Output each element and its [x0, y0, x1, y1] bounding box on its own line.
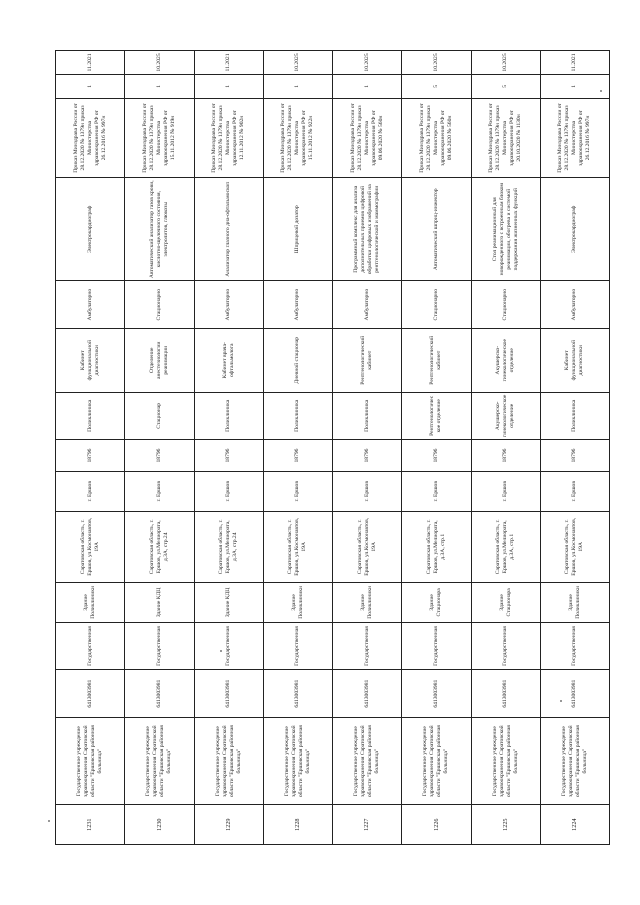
cell-org: Государственное учреждение здравоохранения Саратовской области "Ершовская районная больница": [194, 717, 263, 804]
registry-record-1230: [125, 51, 194, 845]
cell-unit: Поликлиника: [333, 392, 402, 440]
cell-building: Здание Поликлиники: [56, 583, 125, 623]
cell-inn: 6413003981: [263, 670, 332, 718]
cell-room: Кабинет врача-офтальмолога: [194, 329, 263, 393]
cell-city: г. Ершов: [125, 471, 194, 511]
scan-speck: [220, 650, 222, 652]
cell-ownership: Государственная: [56, 622, 125, 670]
cell-city: г. Ершов: [56, 471, 125, 511]
cell-equipment: Стол реанимационный для новорожденного с встроенным блоком реанимации, обогрева и системой поддержания жизненных функций: [471, 178, 540, 281]
cell-care: Амбулаторно: [56, 281, 125, 329]
cell-id: 1227: [333, 805, 402, 845]
cell-inn: 6413003981: [125, 670, 194, 718]
cell-room: Дневной стационар: [263, 329, 332, 393]
cell-postcode: 18796: [540, 440, 609, 472]
cell-care: Стационарно: [471, 281, 540, 329]
cell-equipment: Программный комплекс для анализа дополнительных приемов цифровой обработки цифровых изображений на рентгенологической и маммографии: [333, 178, 402, 281]
cell-equipment: Электрокардиограф: [540, 178, 609, 281]
cell-qty: 1: [333, 74, 402, 98]
cell-postcode: 18796: [471, 440, 540, 472]
scan-speck: [560, 700, 562, 702]
cell-org: Государственное учреждение здравоохранения Саратовской области "Ершовская районная больница": [333, 717, 402, 804]
cell-address: Саратовская область, г. Ершов, ул.Мелиората, д.3А, стр.1: [402, 511, 471, 582]
cell-qty: 1: [263, 74, 332, 98]
cell-unit: Поликлиника: [263, 392, 332, 440]
cell-ownership: Государственная: [333, 622, 402, 670]
cell-building: Здание Стационара: [471, 583, 540, 623]
cell-postcode: 18796: [402, 440, 471, 472]
cell-id: 1226: [402, 805, 471, 845]
cell-postcode: 18796: [56, 440, 125, 472]
registry-record-1225: [471, 51, 540, 845]
cell-date: 10.2025: [333, 51, 402, 75]
cell-ownership: Государственная: [125, 622, 194, 670]
cell-id: 1225: [471, 805, 540, 845]
cell-inn: 6413003981: [56, 670, 125, 718]
cell-care: Амбулаторно: [540, 281, 609, 329]
cell-org: Государственное учреждение здравоохранения Саратовской области "Ершовская районная больница": [263, 717, 332, 804]
cell-room: Кабинет функциональной диагностики: [56, 329, 125, 393]
cell-city: г. Ершов: [194, 471, 263, 511]
cell-inn: 6413003981: [402, 670, 471, 718]
cell-room: Рентгенологический кабинет: [402, 329, 471, 393]
cell-order: Приказ Минздрава России от 28.12.2020 № 1379н приказ Министерства здравоохранения РФ от 15.11.2012 № 922н: [263, 98, 332, 177]
cell-qty: 1: [56, 74, 125, 98]
cell-unit: Поликлиника: [194, 392, 263, 440]
cell-org: Государственное учреждение здравоохранения Саратовской области "Ершовская районная больница": [56, 717, 125, 804]
cell-date: 10.2025: [263, 51, 332, 75]
cell-date: 11.2021: [194, 51, 263, 75]
registry-record-1227: [333, 51, 402, 845]
registry-record-1231: [56, 51, 125, 845]
cell-unit: Стационар: [125, 392, 194, 440]
cell-inn: 6413003981: [194, 670, 263, 718]
cell-building: Здание Поликлиники: [263, 583, 332, 623]
cell-city: г. Ершов: [263, 471, 332, 511]
cell-care: Стационарно: [125, 281, 194, 329]
cell-equipment: Электрокардиограф: [56, 178, 125, 281]
cell-inn: 6413003981: [471, 670, 540, 718]
cell-ownership: Государственная: [402, 622, 471, 670]
cell-ownership: Государственная: [540, 622, 609, 670]
cell-city: г. Ершов: [471, 471, 540, 511]
cell-unit: Поликлиника: [540, 392, 609, 440]
cell-unit: Поликлиника: [56, 392, 125, 440]
cell-date: 11.2021: [56, 51, 125, 75]
scan-speck: [600, 90, 602, 92]
cell-care: Амбулаторно: [194, 281, 263, 329]
cell-address: Саратовская область, г. Ершов, ул.Мелиората, д.3А, стр.24: [125, 511, 194, 582]
cell-care: Амбулаторно: [263, 281, 332, 329]
cell-postcode: 18796: [263, 440, 332, 472]
cell-order: Приказ Минздрава России от 28.12.2020 № 1379н приказ Министерства здравоохранения РФ от 12.11.2012 № 902н: [194, 98, 263, 177]
cell-ownership: Государственная: [194, 622, 263, 670]
cell-org: Государственное учреждение здравоохранения Саратовской области "Ершовская районная больница": [540, 717, 609, 804]
cell-order: Приказ Минздрава России от 28.12.2020 № 1379н приказ Министерства здравоохранения РФ от 20.10.2020 № 1130н: [471, 98, 540, 177]
cell-room: Акушерско-гинекологическое отделение: [471, 329, 540, 393]
cell-date: 11.2021: [540, 51, 609, 75]
cell-inn: 6413003981: [333, 670, 402, 718]
cell-equipment: Анализатор глазного дна-офтальмоскоп: [194, 178, 263, 281]
cell-address: Саратовская область, г. Ершов, ул.Космонавтов, 19А: [540, 511, 609, 582]
cell-address: Саратовская область, г. Ершов, ул.Космонавтов, 19А: [263, 511, 332, 582]
cell-city: г. Ершов: [402, 471, 471, 511]
cell-building: Здание КДЦ: [194, 583, 263, 623]
cell-org: Государственное учреждение здравоохранения Саратовской области "Ершовская районная больница": [471, 717, 540, 804]
cell-building: Здание Поликлиники: [540, 583, 609, 623]
cell-order: Приказ Минздрава России от 28.12.2020 № 1379н приказ Министерства здравоохранения РФ от 26.12.2016 № 997н: [56, 98, 125, 177]
cell-room: Рентгенологический кабинет: [333, 329, 402, 393]
cell-room: Отделение анестезиологии реанимации: [125, 329, 194, 393]
cell-equipment: Автоматический шприц-инжектор: [402, 178, 471, 281]
registry-record-1224: [540, 51, 609, 845]
cell-building: Здание КДЦ: [125, 583, 194, 623]
cell-org: Государственное учреждение здравоохранения Саратовской области "Ершовская районная больница": [125, 717, 194, 804]
registry-record-1229: [194, 51, 263, 845]
cell-ownership: Государственная: [263, 622, 332, 670]
cell-date: 10.2025: [471, 51, 540, 75]
cell-postcode: 18796: [125, 440, 194, 472]
registry-record-1226: [402, 51, 471, 845]
cell-ownership: Государственная: [471, 622, 540, 670]
cell-equipment: Автоматический анализатор газов крови, кислотно-щелочного состояния, электролитов, глюкозы: [125, 178, 194, 281]
cell-date: 10.2025: [402, 51, 471, 75]
cell-building: Здание Поликлиники: [333, 583, 402, 623]
cell-care: Амбулаторно: [333, 281, 402, 329]
cell-qty: 1: [125, 74, 194, 98]
scan-speck: [48, 820, 50, 822]
cell-qty: 5: [471, 74, 540, 98]
cell-id: 1230: [125, 805, 194, 845]
equipment-registry-table: [55, 50, 610, 845]
cell-order: Приказ Минздрава России от 28.12.2020 № 1379н приказ Министерства здравоохранения РФ от 09.06.2020 № 560н: [402, 98, 471, 177]
cell-city: г. Ершов: [333, 471, 402, 511]
cell-city: г. Ершов: [540, 471, 609, 511]
cell-id: 1231: [56, 805, 125, 845]
cell-order: Приказ Минздрава России от 28.12.2020 № 1379н приказ Министерства здравоохранения РФ от 09.06.2020 № 560н: [333, 98, 402, 177]
cell-date: 10.2025: [125, 51, 194, 75]
cell-address: Саратовская область, г. Ершов, ул.Мелиората, д.3А, стр.24: [194, 511, 263, 582]
cell-order: Приказ Минздрава России от 28.12.2020 № 1379н приказ Министерства здравоохранения РФ от 15.11.2012 № 919н: [125, 98, 194, 177]
cell-address: Саратовская область, г. Ершов, ул.Космонавтов, 19А: [333, 511, 402, 582]
registry-record-1228: [263, 51, 332, 845]
cell-building: Здание Стационара: [402, 583, 471, 623]
cell-order: Приказ Минздрава России от 28.12.2020 № 1379н приказ Министерства здравоохранения РФ от 26.12.2016 № 997н: [540, 98, 609, 177]
cell-address: Саратовская область, г. Ершов, ул.Мелиората, д.3А, стр.1: [471, 511, 540, 582]
cell-equipment: Шприцевой дозатор: [263, 178, 332, 281]
cell-unit: Акушерско-гинекологическое отделение: [471, 392, 540, 440]
cell-id: 1224: [540, 805, 609, 845]
cell-org: Государственное учреждение здравоохранения Саратовской области "Ершовская районная больница": [402, 717, 471, 804]
cell-postcode: 18796: [333, 440, 402, 472]
cell-qty: 5: [402, 74, 471, 98]
cell-id: 1228: [263, 805, 332, 845]
cell-care: Стационарно: [402, 281, 471, 329]
cell-inn: 6413003981: [540, 670, 609, 718]
cell-qty: 1: [194, 74, 263, 98]
cell-room: Кабинет функциональной диагностики: [540, 329, 609, 393]
rotated-registry-sheet: [55, 50, 610, 845]
cell-postcode: 18796: [194, 440, 263, 472]
cell-qty: 1: [540, 74, 609, 98]
cell-address: Саратовская область, г. Ершов, ул.Космонавтов, 19А: [56, 511, 125, 582]
cell-unit: Рентгенологическое отделение: [402, 392, 471, 440]
cell-id: 1229: [194, 805, 263, 845]
